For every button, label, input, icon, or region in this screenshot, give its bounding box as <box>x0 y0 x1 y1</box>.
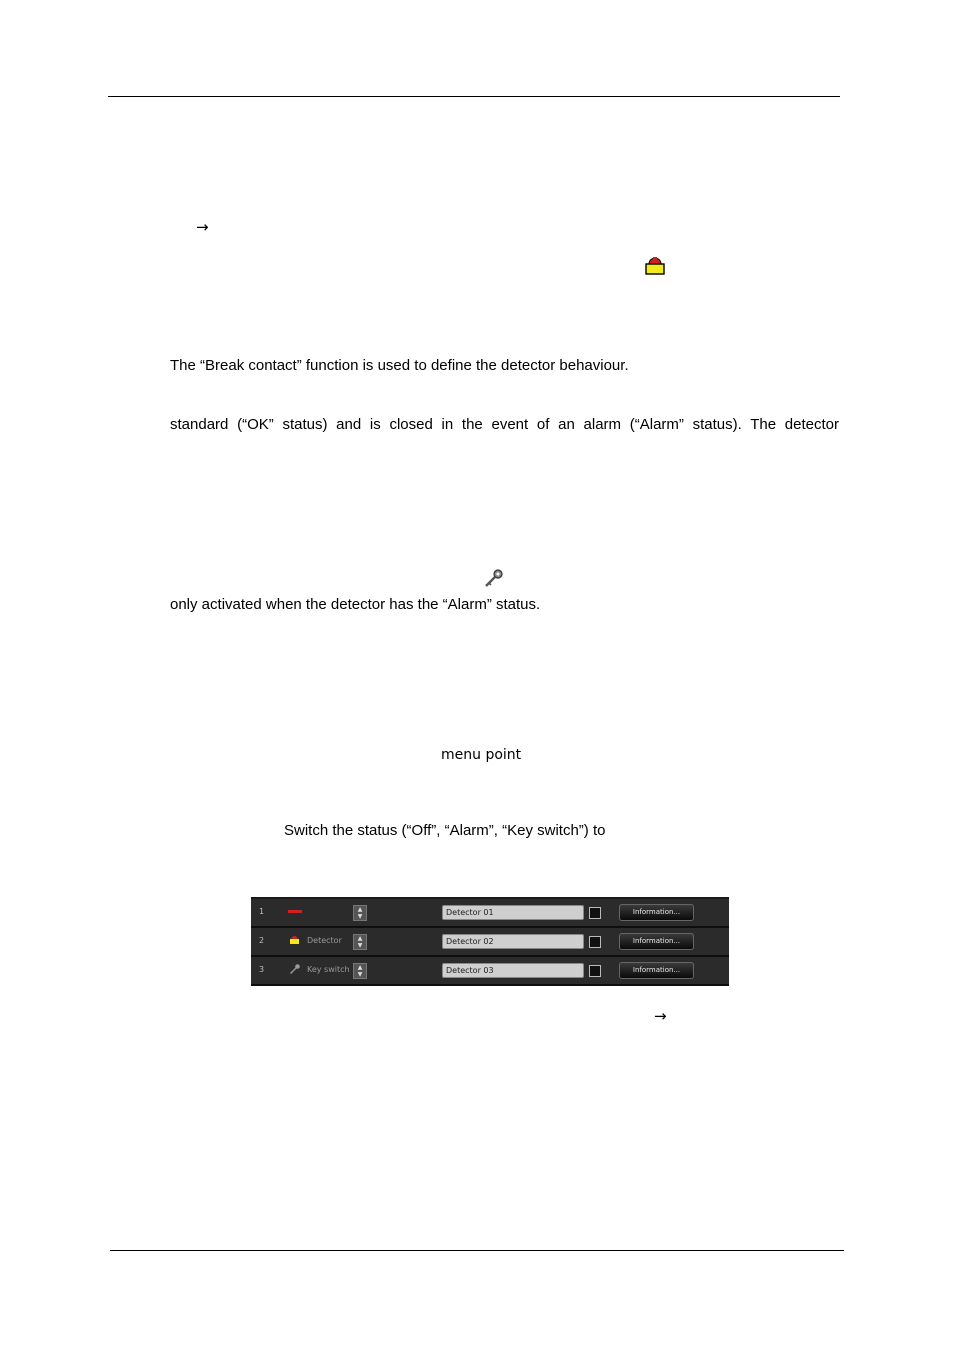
standard-status-paragraph: standard (“OK” status) and is closed in the event of an alarm (“Alarm” status). The detector <box>170 416 839 433</box>
footer-rule <box>110 1250 844 1251</box>
information-button[interactable]: Information... <box>619 962 694 979</box>
detector-name-field[interactable]: Detector 02 <box>442 934 584 949</box>
status-stepper[interactable]: ▲ ▼ <box>353 963 367 979</box>
break-contact-paragraph: The “Break contact” function is used to define the detector behaviour. <box>170 357 629 374</box>
only-activated-paragraph: only activated when the detector has the “Alarm” status. <box>170 596 541 613</box>
key-switch-icon <box>483 568 505 588</box>
information-button[interactable]: Information... <box>619 904 694 921</box>
table-row <box>251 928 729 957</box>
row-number: 1 <box>259 907 265 916</box>
table-row <box>251 957 729 986</box>
alarm-detector-icon <box>289 934 300 945</box>
alarm-detector-icon <box>644 255 666 275</box>
switch-status-paragraph: Switch the status (“Off”, “Alarm”, “Key switch”) to <box>284 822 606 839</box>
row-number: 3 <box>259 965 265 974</box>
status-stepper[interactable]: ▲ ▼ <box>353 905 367 921</box>
key-switch-icon <box>289 963 301 975</box>
enable-checkbox[interactable] <box>589 907 601 919</box>
detector-name-field[interactable]: Detector 01 <box>442 905 584 920</box>
table-row <box>251 899 729 928</box>
status-label: Key switch <box>307 965 350 974</box>
enable-checkbox[interactable] <box>589 965 601 977</box>
detector-list-panel <box>251 897 729 985</box>
information-button[interactable]: Information... <box>619 933 694 950</box>
status-label: Detector <box>307 936 342 945</box>
arrow-icon-bottom: → <box>654 1007 667 1025</box>
header-rule <box>108 96 840 97</box>
row-number: 2 <box>259 936 265 945</box>
menu-point-text: menu point <box>441 747 522 763</box>
enable-checkbox[interactable] <box>589 936 601 948</box>
off-bar-icon <box>288 910 302 913</box>
status-stepper[interactable]: ▲ ▼ <box>353 934 367 950</box>
detector-name-field[interactable]: Detector 03 <box>442 963 584 978</box>
arrow-icon-top: → <box>196 218 209 236</box>
